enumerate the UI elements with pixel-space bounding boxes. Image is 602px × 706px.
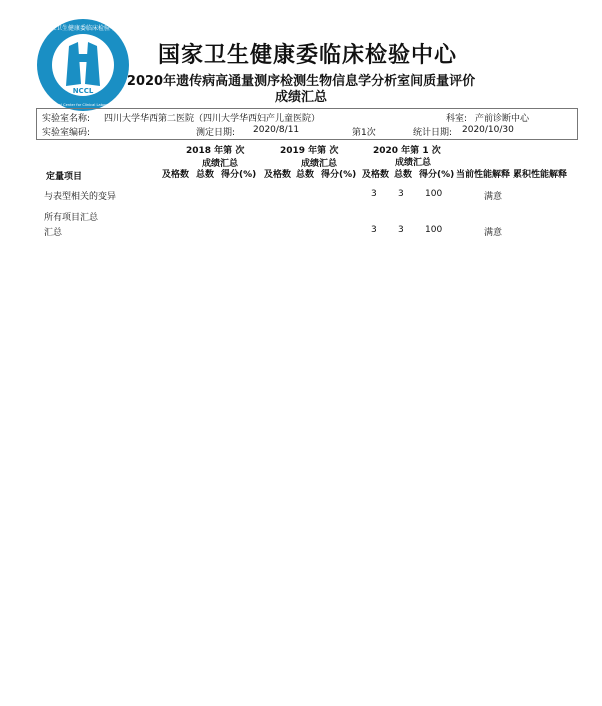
summary-2019-header: 成绩汇总 bbox=[301, 159, 338, 169]
row-3-total: 3 bbox=[398, 225, 404, 235]
report-subtitle: 成绩汇总 bbox=[274, 90, 327, 105]
total-2018-header: 总数 bbox=[196, 170, 215, 180]
row-1-score: 100 bbox=[425, 189, 443, 199]
test-date-label: 测定日期: bbox=[196, 128, 236, 138]
score-2018-header: 得分(%) bbox=[221, 170, 257, 180]
item-header: 定量项目 bbox=[46, 172, 83, 182]
score-2019-header: 得分(%) bbox=[321, 170, 357, 180]
org-title: 国家卫生健康委临床检验中心 bbox=[158, 43, 458, 68]
logo-ring-text-bottom: National Center for Clinical Laboratories bbox=[46, 103, 120, 107]
lab-name-value: 四川大学华西第二医院（四川大学华西妇产儿童医院） bbox=[104, 114, 321, 124]
year-2020-header: 2020 年第 1 次 bbox=[373, 146, 441, 156]
row-1-item: 与表型相关的变异 bbox=[44, 192, 117, 202]
test-date-value: 2020/8/11 bbox=[253, 125, 300, 135]
row-3-score: 100 bbox=[425, 225, 443, 235]
row-1-pass: 3 bbox=[371, 189, 377, 199]
pass-2020-header: 及格数 bbox=[362, 170, 390, 180]
row-1-current: 满意 bbox=[484, 192, 503, 202]
score-2020-header: 得分(%) bbox=[419, 170, 455, 180]
lab-name-label: 实验室名称: bbox=[42, 114, 91, 124]
logo-ring-text-top: 国家卫生健康委临床检验中心 bbox=[43, 25, 123, 32]
pass-2019-header: 及格数 bbox=[264, 170, 292, 180]
year-2019-header: 2019 年第 次 bbox=[280, 146, 339, 156]
summary-2020-header: 成绩汇总 bbox=[395, 158, 432, 168]
current-eval-header: 当前性能解释 bbox=[456, 170, 511, 180]
summary-2018-header: 成绩汇总 bbox=[202, 159, 239, 169]
stat-date-label: 统计日期: bbox=[413, 128, 453, 138]
report-title: 2020年遗传病高通量测序检测生物信息学分析室间质量评价 bbox=[126, 74, 476, 89]
row-2-item: 所有项目汇总 bbox=[44, 213, 99, 223]
pass-2018-header: 及格数 bbox=[162, 170, 190, 180]
total-2019-header: 总数 bbox=[296, 170, 315, 180]
logo-center-text: NCCL bbox=[72, 87, 94, 95]
stat-date-value: 2020/10/30 bbox=[462, 125, 514, 135]
total-2020-header: 总数 bbox=[394, 170, 413, 180]
year-2018-header: 2018 年第 次 bbox=[186, 146, 245, 156]
cumulative-eval-header: 累积性能解释 bbox=[513, 170, 568, 180]
row-3-current: 满意 bbox=[484, 228, 503, 238]
lab-code-label: 实验室编码: bbox=[42, 128, 91, 138]
department-label: 科室: bbox=[446, 114, 468, 124]
row-3-item: 汇总 bbox=[44, 228, 63, 238]
row-3-pass: 3 bbox=[371, 225, 377, 235]
department-value: 产前诊断中心 bbox=[475, 114, 530, 124]
row-1-total: 3 bbox=[398, 189, 404, 199]
round-value: 第1次 bbox=[352, 128, 376, 138]
